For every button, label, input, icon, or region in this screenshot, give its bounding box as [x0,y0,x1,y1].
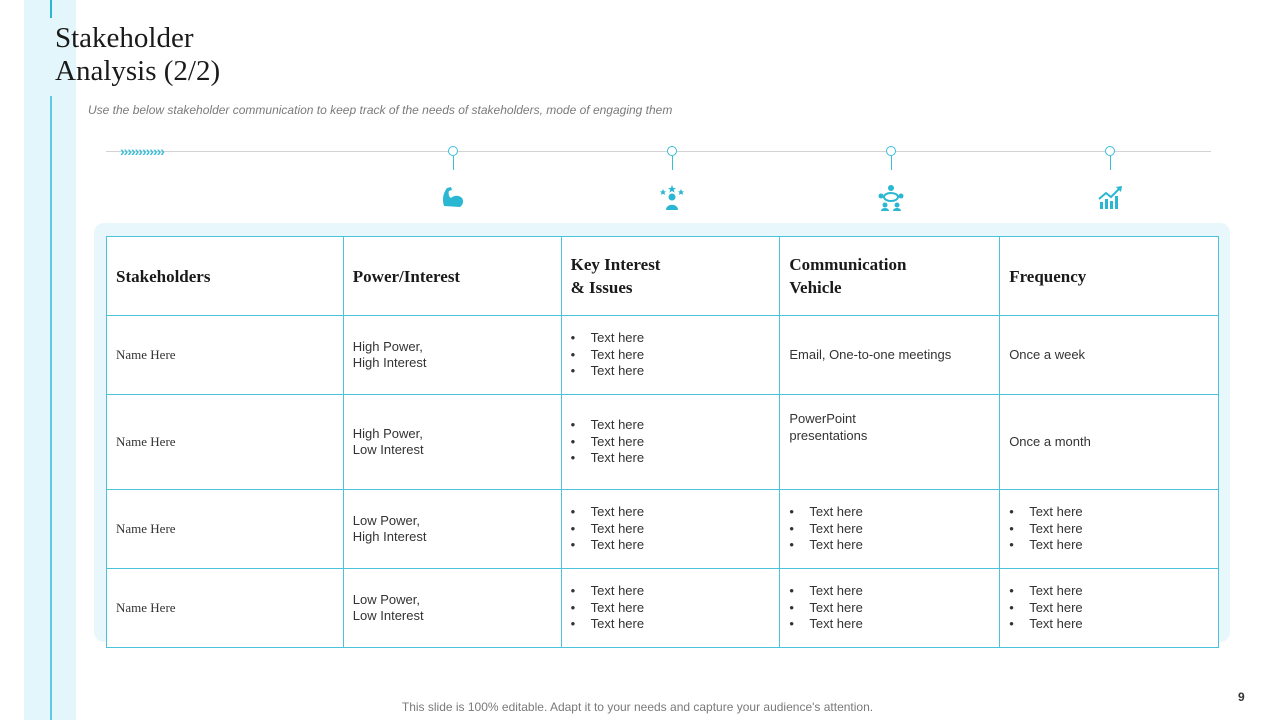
stakeholder-name: Name Here [107,316,344,395]
star-person-icon [657,182,687,212]
interest-line: Low Interest [352,608,424,623]
table-row [107,395,1219,490]
timeline-stem [453,156,454,170]
slide-subtitle: Use the below stakeholder communication to keep track of the needs of stakeholders, mode of engaging them [88,103,673,117]
power-interest-cell [343,490,561,569]
timeline-node [886,146,896,156]
timeline-node [667,146,677,156]
key-issues-cell [561,395,780,490]
header-key-interest: Key Interest & Issues [561,237,780,316]
power-line: High Power, [352,425,423,441]
stakeholder-name: Name Here [107,569,344,648]
list-item: • Text here [1009,583,1209,600]
table-header-row [107,237,1219,316]
chevron-arrows: ›››››››››››› [120,143,164,159]
vehicle-cell: PowerPoint presentations [780,395,1000,490]
table-row [107,569,1219,648]
power-interest-cell [343,316,561,395]
power-line: Low Power, [352,512,420,528]
list-item: • Text here [571,363,771,380]
timeline-line [106,151,1211,152]
list-item: • Text here [571,504,771,521]
list-item: • Text here [1009,600,1209,617]
muscle-arm-icon [438,182,468,212]
timeline-node [448,146,458,156]
slide-footer: This slide is 100% editable. Adapt it to your needs and capture your audience's attention. [401,700,874,714]
list-item: • Text here [571,330,771,347]
slide-title: Stakeholder Analysis (2/2) [55,22,221,87]
meeting-group-icon [876,182,906,212]
key-issues-cell [561,316,780,395]
page-number: 9 [1238,690,1245,704]
timeline-stem [1110,156,1111,170]
power-line: High Power, [352,338,423,354]
power-interest-cell [343,569,561,648]
key-issues-cell [561,569,780,648]
list-item: • Text here [571,600,771,617]
interest-line: High Interest [352,355,427,370]
list-item: • Text here [571,450,771,467]
growth-chart-icon [1095,182,1125,212]
frequency-cell [1000,569,1219,648]
timeline-node [1105,146,1115,156]
list-item: • Text here [571,521,771,538]
table-row [107,490,1219,569]
list-item: • Text here [571,583,771,600]
header-stakeholders: Stakeholders [107,237,344,316]
frequency-cell: Once a week [1000,316,1219,395]
stakeholder-name: Name Here [107,490,344,569]
header-frequency: Frequency [1000,237,1219,316]
list-item: • Text here [1009,537,1209,554]
stakeholder-name: Name Here [107,395,344,490]
key-issues-cell [561,490,780,569]
vehicle-cell: Email, One-to-one meetings [780,316,1000,395]
list-item: • Text here [789,583,990,600]
frequency-cell [1000,490,1219,569]
vehicle-cell [780,569,1000,648]
list-item: • Text here [789,504,990,521]
list-item: • Text here [1009,616,1209,633]
timeline-stem [672,156,673,170]
list-item: • Text here [789,537,990,554]
interest-line: Low Interest [352,442,424,457]
list-item: • Text here [571,537,771,554]
timeline-stem [891,156,892,170]
list-item: • Text here [1009,504,1209,521]
power-line: Low Power, [352,591,420,607]
list-item: • Text here [789,600,990,617]
stakeholder-table [106,236,1219,648]
list-item: • Text here [571,347,771,364]
header-communication-vehicle: Communication Vehicle [780,237,1000,316]
list-item: • Text here [1009,521,1209,538]
header-power-interest: Power/Interest [343,237,561,316]
vehicle-cell [780,490,1000,569]
list-item: • Text here [571,417,771,434]
power-interest-cell [343,395,561,490]
list-item: • Text here [789,616,990,633]
list-item: • Text here [789,521,990,538]
frequency-cell: Once a month [1000,395,1219,490]
list-item: • Text here [571,434,771,451]
list-item: • Text here [571,616,771,633]
interest-line: High Interest [352,529,427,544]
table-row [107,316,1219,395]
side-accent-line [50,96,52,720]
side-accent-line-top [50,0,52,18]
